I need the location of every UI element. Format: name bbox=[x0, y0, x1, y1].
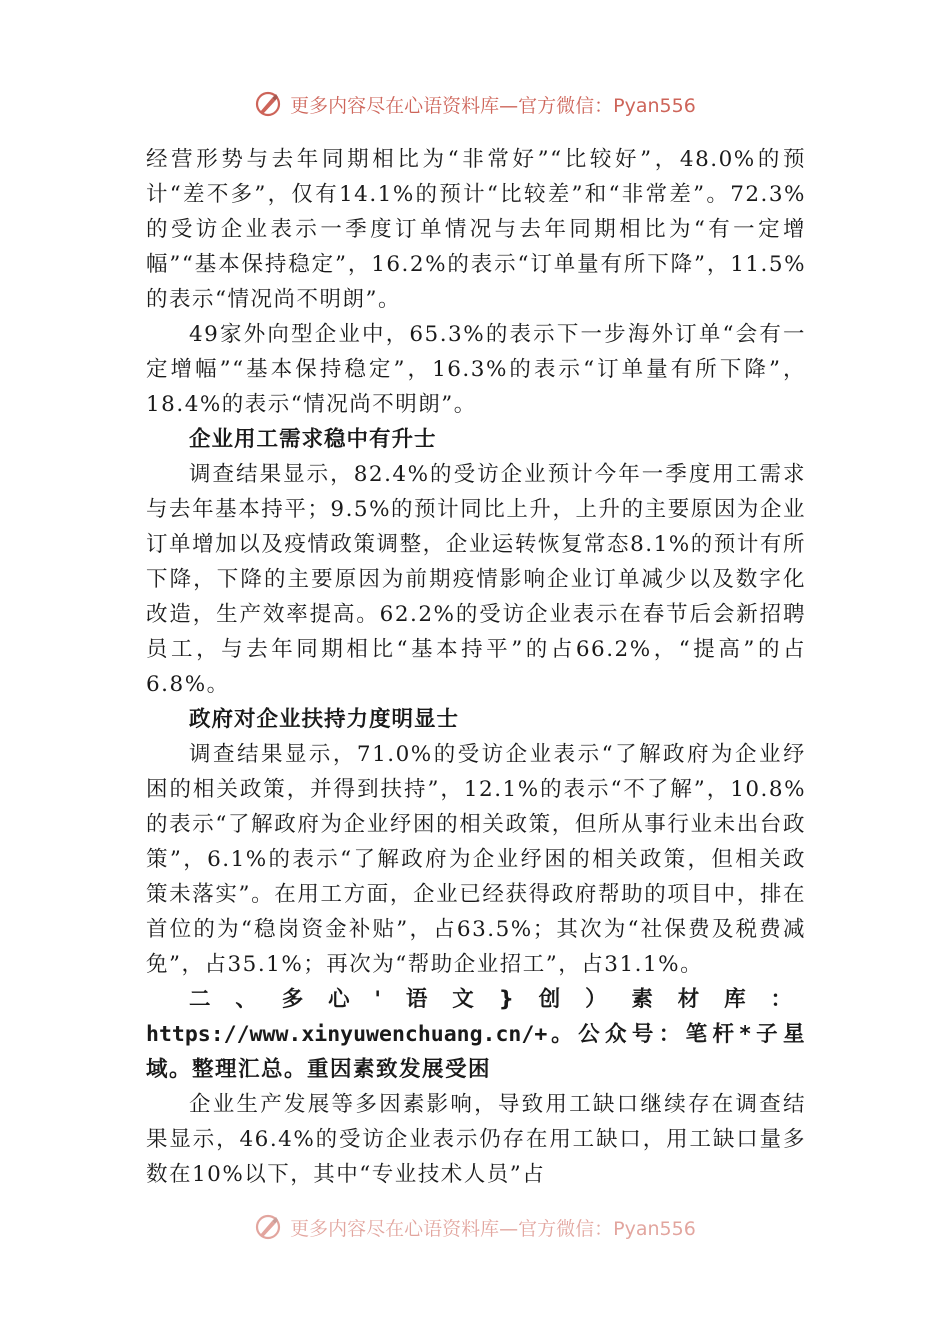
watermark-footer bbox=[0, 1207, 950, 1247]
source-url-text: https://www.xinyuwenchuang.cn/+ bbox=[146, 1022, 548, 1047]
section-two-tail: 。公众号：笔杆*子星域。整理汇总。重因素致发展受困 bbox=[146, 1022, 806, 1082]
section-heading-employment: 企业用工需求稳中有升士 bbox=[189, 427, 437, 452]
paragraph-labor-shortage: 企业生产发展等多因素影响，导致用工缺口继续存在调查结果显示，46.4%的受访企业表示仍存在用工缺口，用工缺口量多数在10%以下，其中“专业技术人员”占 bbox=[146, 1092, 806, 1187]
section-two-label: 二、多心'语文}创）素材库： bbox=[189, 987, 806, 1012]
paragraph-government-support: 调查结果显示，71.0%的受访企业表示“了解政府为企业纾困的相关政策，并得到扶持”，12.1%的表示“不了解”，10.8%的表示“了解政府为企业纾困的相关政策，但所从事行业未出台政策”，6.1%的表示“了解政府为企业纾困的相关政策，但相关政策未落实”。在用工方面，企业已经获得政府帮助的项目中，排在首位的为“稳岗资金补贴”，占63.5%；其次为“社保费及税费减免”，占35.1%；再次为“帮助企业招工”，占31.1%。 bbox=[146, 742, 806, 977]
watermark-text: 更多内容尽在心语资料库—官方微信：Pyan556 bbox=[290, 94, 696, 117]
document-body bbox=[146, 142, 806, 1192]
watermark-header bbox=[0, 84, 950, 124]
watermark-text: 更多内容尽在心语资料库—官方微信：Pyan556 bbox=[290, 1217, 696, 1240]
pen-logo-icon bbox=[254, 90, 282, 118]
pen-logo-icon bbox=[254, 1213, 282, 1241]
paragraph-export-orders: 49家外向型企业中，65.3%的表示下一步海外订单“会有一定增幅”“基本保持稳定”，16.3%的表示“订单量有所下降”，18.4%的表示“情况尚不明朗”。 bbox=[146, 322, 806, 417]
paragraph-employment-demand: 调查结果显示，82.4%的受访企业预计今年一季度用工需求与去年基本持平；9.5%的预计同比上升，上升的主要原因为企业订单增加以及疫情政策调整，企业运转恢复常态8.1%的预计有所下降，下降的主要原因为前期疫情影响企业订单减少以及数字化改造，生产效率提高。62.2%的受访企业表示在春节后会新招聘员工，与去年同期相比“基本持平”的占66.2%，“提高”的占6.8%。 bbox=[146, 462, 806, 697]
paragraph-section-two bbox=[146, 982, 806, 1087]
paragraph-business-outlook: 经营形势与去年同期相比为“非常好”“比较好”，48.0%的预计“差不多”，仅有14.1%的预计“比较差”和“非常差”。72.3%的受访企业表示一季度订单情况与去年同期相比为“有一定增幅”“基本保持稳定”，16.2%的表示“订单量有所下降”，11.5%的表示“情况尚不明朗”。 bbox=[146, 147, 806, 312]
section-heading-government-support: 政府对企业扶持力度明显士 bbox=[189, 707, 460, 732]
